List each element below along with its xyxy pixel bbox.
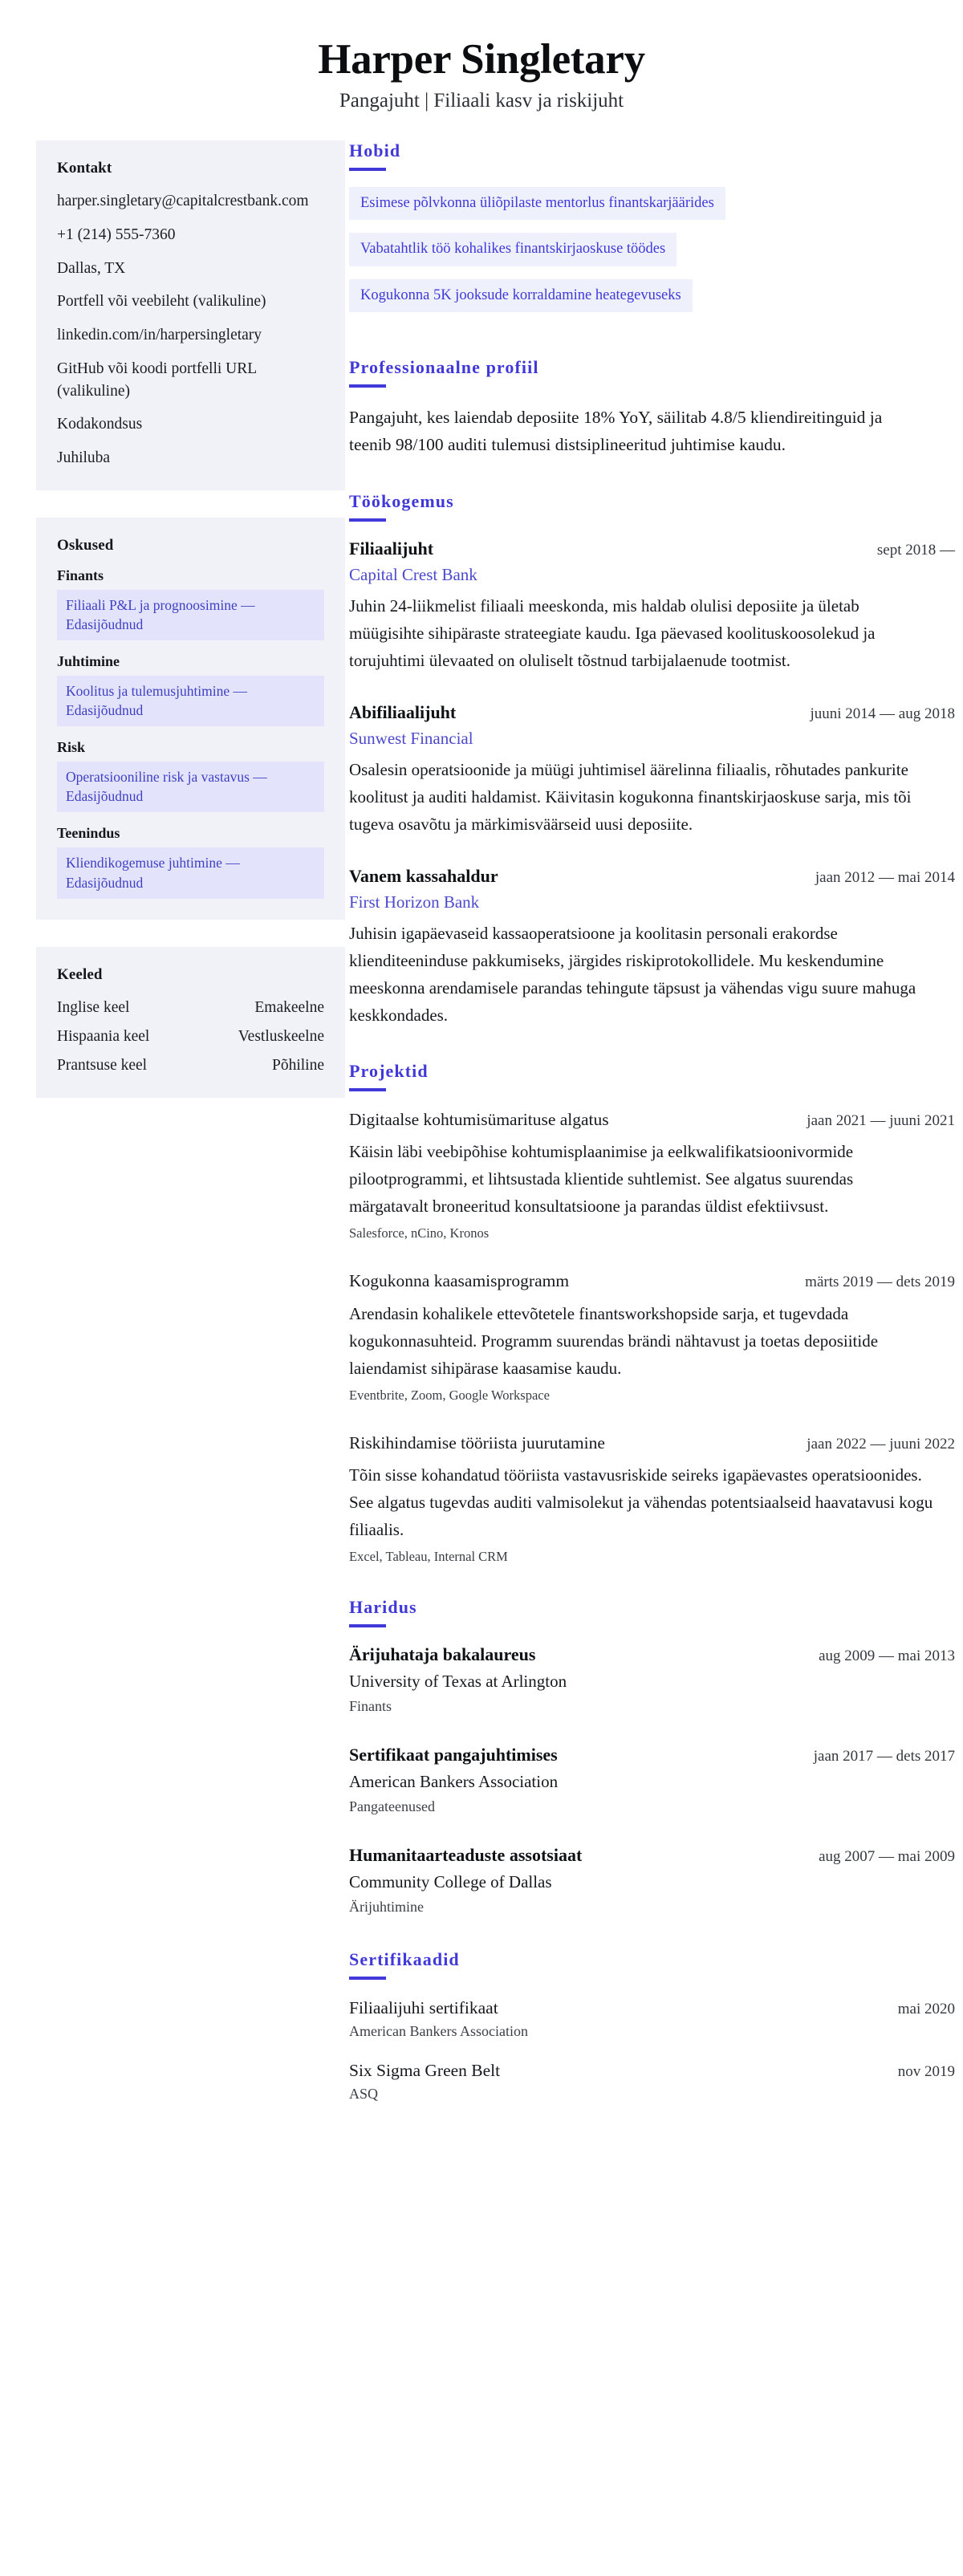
- entry-header: [349, 1644, 955, 1667]
- project-dates: märts 2019 — dets 2019: [805, 1274, 955, 1291]
- job-dates: sept 2018 —: [876, 542, 955, 559]
- contact-citizenship: Kodakondsus: [57, 416, 143, 433]
- job-description: Osalesin operatsioonide ja müügi juhtimisel äärelinna filiaalis, rõhutades pankurite koolitust ja auditi haldamist. Käivitasin kogukonna finantskirjaoskuse sarja, mis tõi tugeva osavõtu ja märkimisväärseid uusi deposiite.: [349, 760, 912, 835]
- languages-title: Keeled: [57, 965, 103, 983]
- field-of-study: Pangateenused: [349, 1798, 435, 1815]
- job-title: Filiaalijuht: [349, 538, 434, 559]
- section-title: Projektid: [349, 1061, 429, 1082]
- project-entry: [349, 1107, 955, 1241]
- field-of-study: Finants: [349, 1698, 392, 1715]
- languages-card: [36, 947, 345, 1098]
- degree-title: Sertifikaat pangajuhtimises: [349, 1744, 558, 1765]
- skill-chip[interactable]: Operatsiooniline risk ja vastavus — Edasijõudnud: [57, 762, 324, 812]
- certification-issuer: American Bankers Association: [349, 2022, 528, 2039]
- certification-entry: [349, 2058, 955, 2103]
- job-company: First Horizon Bank: [349, 892, 480, 912]
- entry-header: [349, 2058, 955, 2082]
- education-entry: [349, 1644, 955, 1717]
- entry-header: [349, 1269, 955, 1293]
- section-rule: [349, 518, 386, 522]
- skills-title: Oskused: [57, 536, 114, 554]
- certification-date: mai 2020: [897, 2000, 955, 2017]
- project-dates: jaan 2022 — juuni 2022: [807, 1435, 955, 1453]
- skill-chip[interactable]: Koolitus ja tulemusjuhtimine — Edasijõudnud: [57, 676, 324, 726]
- language-name: Inglise keel: [57, 998, 130, 1016]
- contact-drivers-license: Juhiluba: [57, 449, 111, 466]
- entry-header: [349, 1996, 955, 2020]
- skill-chip[interactable]: Kliendikogemuse juhtimine — Edasijõudnud: [57, 847, 324, 898]
- resume-body: [0, 121, 963, 2135]
- project-name: Riskihindamise tööriista juurutamine: [349, 1432, 605, 1453]
- language-row: [57, 1026, 324, 1047]
- experience-entry: [349, 865, 955, 1029]
- section-rule: [349, 384, 386, 388]
- skill-category-label: Teenindus: [57, 825, 120, 842]
- section-projects: [349, 1061, 955, 1564]
- entry-header: [349, 1107, 955, 1132]
- section-rule: [349, 1977, 386, 1980]
- hobby-chip[interactable]: Vabatahtlik töö kohalikes finantskirjaoskuse töödes: [349, 233, 677, 266]
- project-description: Käisin läbi veebipõhise kohtumisplaanimise ja eelkwalifikatsioonivormide pilootprogrammi, et lihtsustada klientide suhtlemist. See algatus suurendas märgatavalt broneeritud konsultatsioone ja parandas üldist efektiivsust.: [349, 1142, 854, 1217]
- entry-header: [349, 865, 955, 888]
- degree-title: Humanitaarteaduste assotsiaat: [349, 1844, 583, 1865]
- sidebar: [36, 140, 345, 1124]
- job-company: Sunwest Financial: [349, 728, 473, 748]
- section-rule: [349, 1624, 386, 1627]
- section-profile: [349, 357, 955, 460]
- entry-header: [349, 1431, 955, 1455]
- section-certifications: [349, 1949, 955, 2104]
- contact-portfolio[interactable]: Portfell või veebileht (valikuline): [57, 293, 266, 311]
- entry-header: [349, 538, 955, 561]
- certification-date: nov 2019: [897, 2063, 955, 2080]
- skill-group-finants: [57, 567, 324, 640]
- skill-category-label: Finants: [57, 567, 104, 583]
- school-name: American Bankers Association: [349, 1772, 559, 1792]
- entry-header: [349, 1844, 955, 1867]
- section-title: Professionaalne profiil: [349, 356, 539, 377]
- contact-title: Kontakt: [57, 160, 112, 177]
- main-content: [341, 140, 955, 2135]
- candidate-headline: Pangajuht | Filiaali kasv ja riskijuht: [339, 90, 624, 112]
- contact-linkedin[interactable]: linkedin.com/in/harpersingletary: [57, 327, 262, 344]
- language-row: [57, 997, 324, 1018]
- hobby-chip[interactable]: Esimese põlvkonna üliõpilaste mentorlus finantskarjäärides: [349, 187, 725, 220]
- job-company: Capital Crest Bank: [349, 564, 477, 584]
- project-name: Kogukonna kaasamisprogramm: [349, 1271, 570, 1291]
- language-level: Emakeelne: [254, 998, 324, 1016]
- degree-dates: aug 2007 — mai 2009: [819, 1847, 955, 1865]
- skill-group-teenindus: [57, 825, 324, 898]
- job-title: Abifiliaalijuht: [349, 702, 457, 723]
- certification-entry: [349, 1996, 955, 2041]
- experience-entry: [349, 538, 955, 674]
- job-dates: juuni 2014 — aug 2018: [810, 705, 955, 723]
- degree-dates: aug 2009 — mai 2013: [819, 1647, 955, 1664]
- contact-card: [36, 140, 345, 490]
- degree-dates: jaan 2017 — dets 2017: [813, 1747, 955, 1765]
- profile-summary: Pangajuht, kes laiendab deposiite 18% YoY, säilitab 4.8/5 kliendireitinguid ja teenib 98/100 auditi tulemusi distsiplineeritud juhtimise kaudu.: [349, 407, 883, 455]
- skills-card: [36, 518, 345, 920]
- job-dates: jaan 2012 — mai 2014: [815, 869, 955, 887]
- section-rule: [349, 1088, 386, 1091]
- project-tech: Excel, Tableau, Internal CRM: [349, 1548, 508, 1564]
- project-entry: [349, 1431, 955, 1565]
- section-experience: [349, 491, 955, 1029]
- contact-phone[interactable]: +1 (214) 555-7360: [57, 226, 176, 244]
- school-name: University of Texas at Arlington: [349, 1672, 567, 1692]
- job-description: Juhin 24-liikmelist filiaali meeskonda, mis haldab olulisi deposiite ja ületab müügisihte sihipäraste strateegiate kaudu. Iga päevased koolituskoosolekud ja torujuhtimi ülevaated on oluliselt tõstnud tarbijalaenude tootmist.: [349, 596, 876, 671]
- skill-category-label: Risk: [57, 739, 86, 756]
- section-title: Töökogemus: [349, 491, 454, 512]
- job-description: Juhisin igapäevaseid kassaoperatsioone ja koolitasin personali erakordse klienditeeninduse pakkumiseks, järgides riskiprotokollidele. Mu keskendumine meeskonna arendamisele parandas tehingute täpsust ja vähendas vigu suure mahuga keskkondades.: [349, 924, 916, 1026]
- certification-name: Six Sigma Green Belt: [349, 2061, 501, 2080]
- section-education: [349, 1597, 955, 1917]
- contact-location: Dallas, TX: [57, 259, 126, 277]
- degree-title: Ärijuhataja bakalaureus: [349, 1644, 536, 1664]
- hobby-list: [349, 187, 955, 324]
- language-name: Hispaania keel: [57, 1028, 150, 1046]
- language-level: Põhiline: [271, 1057, 324, 1075]
- language-row: [57, 1054, 324, 1076]
- candidate-name: Harper Singletary: [318, 36, 645, 83]
- skill-group-risk: [57, 739, 324, 812]
- skill-group-juhtimine: [57, 653, 324, 726]
- certification-issuer: ASQ: [349, 2086, 379, 2103]
- section-title: Sertifikaadid: [349, 1948, 460, 1969]
- section-rule: [349, 168, 386, 171]
- language-name: Prantsuse keel: [57, 1057, 148, 1075]
- education-entry: [349, 1744, 955, 1817]
- contact-email[interactable]: harper.singletary@capitalcrestbank.com: [57, 193, 309, 210]
- skill-category-label: Juhtimine: [57, 652, 120, 669]
- contact-github[interactable]: GitHub või koodi portfelli URL (valikuline): [57, 360, 257, 400]
- project-description: Arendasin kohalikele ettevõtetele finantsworkshopside sarja, et tugevdada kogukonnasuhteid. Programm suurendas brändi nähtavust ja toetas deposiitide laiendamist sihipärase kaasamise kaudu.: [349, 1303, 879, 1378]
- section-title: Hobid: [349, 140, 401, 161]
- language-level: Vestluskeelne: [238, 1028, 324, 1046]
- entry-header: [349, 701, 955, 725]
- hobby-chip[interactable]: Kogukonna 5K jooksude korraldamine heategevuseks: [349, 279, 693, 312]
- section-hobbies: [349, 140, 955, 324]
- project-tech: Salesforce, nCino, Kronos: [349, 1225, 490, 1241]
- resume-header: [0, 0, 963, 121]
- school-name: Community College of Dallas: [349, 1872, 552, 1892]
- project-entry: [349, 1269, 955, 1403]
- project-description: Tõin sisse kohandatud tööriista vastavusriskide seireks igapäevastes operatsioonides. See algatus tugevdas auditi valmisolekut ja vähendas potentsiaalseid haavatavusi kogu filiaalis.: [349, 1465, 933, 1539]
- project-name: Digitaalse kohtumisümarituse algatus: [349, 1110, 609, 1130]
- project-dates: jaan 2021 — juuni 2021: [807, 1112, 955, 1130]
- skill-chip[interactable]: Filiaali P&L ja prognoosimine — Edasijõudnud: [57, 590, 324, 640]
- section-title: Haridus: [349, 1596, 417, 1617]
- certification-name: Filiaalijuhi sertifikaat: [349, 1997, 498, 2017]
- entry-header: [349, 1744, 955, 1767]
- education-entry: [349, 1844, 955, 1917]
- field-of-study: Ärijuhtimine: [349, 1899, 424, 1916]
- job-title: Vanem kassahaldur: [349, 866, 498, 887]
- experience-entry: [349, 701, 955, 838]
- project-tech: Eventbrite, Zoom, Google Workspace: [349, 1387, 550, 1403]
